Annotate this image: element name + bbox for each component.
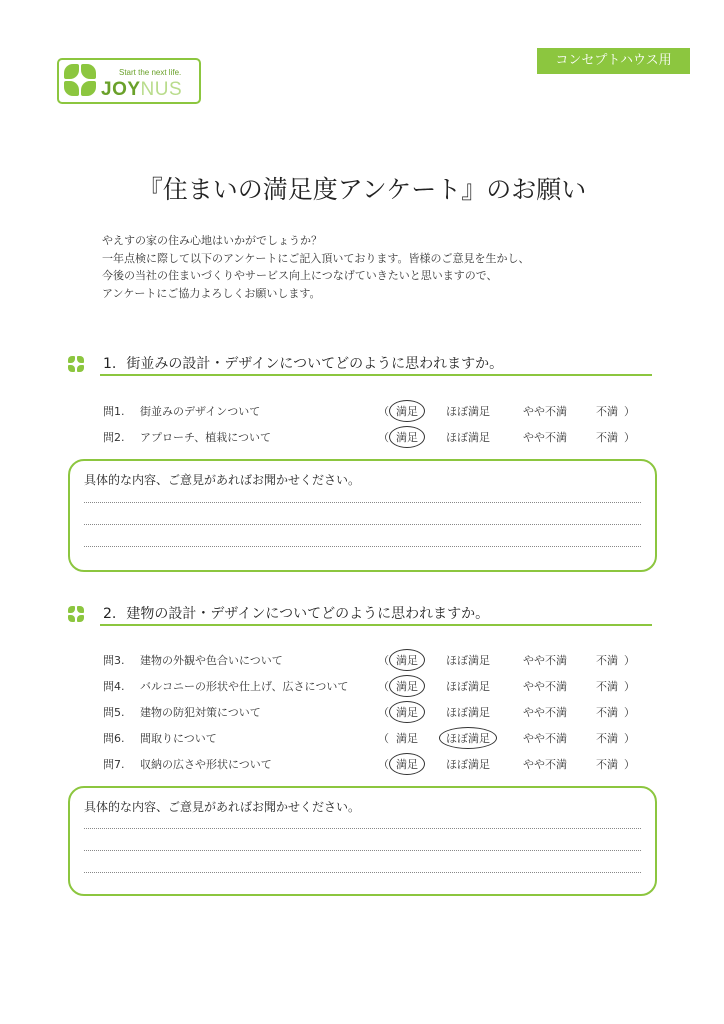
paren-open: （ <box>378 732 389 745</box>
question-text: 間取りについて <box>140 732 217 745</box>
writing-line <box>84 872 641 873</box>
question-number: 問5. <box>103 706 125 719</box>
question-number: 問7. <box>103 758 125 771</box>
comment-label: 具体的な内容、ご意見があればお聞かせください。 <box>84 473 361 487</box>
section-leaf-icon <box>68 365 75 372</box>
rating-option-selected[interactable] <box>377 678 437 694</box>
logo-tagline: Start the next life. <box>119 68 182 77</box>
section-heading <box>103 603 489 623</box>
rating-option-label: 満足 <box>389 753 425 775</box>
question-number: 問3. <box>103 654 125 667</box>
rating-option-label: ほぼ満足 <box>439 727 497 749</box>
rating-option-label: やや不満 <box>523 706 567 719</box>
question-text: 収納の広さや形状について <box>140 758 272 771</box>
section-leaf-icon <box>77 365 84 372</box>
rating-option-selected[interactable] <box>377 429 437 445</box>
rating-option-selected[interactable] <box>377 652 437 668</box>
section-leaf-icon <box>77 606 84 613</box>
paren-open: （ <box>378 431 389 444</box>
section-title: 建物の設計・デザインについてどのように思われますか。 <box>126 606 490 622</box>
paren-open: （ <box>378 405 389 418</box>
rating-option[interactable] <box>438 403 498 419</box>
intro-line: 一年点検に際して以下のアンケートにご記入頂いております。皆様のご意見を生かし、 <box>102 251 530 265</box>
intro-text <box>102 232 622 302</box>
comment-label: 具体的な内容、ご意見があればお聞かせください。 <box>84 800 361 814</box>
logo-leaf-icon <box>81 64 96 79</box>
rating-option-label: ほぼ満足 <box>446 758 490 771</box>
intro-line: やえすの家の住み心地はいかがでしょうか？ <box>102 234 322 247</box>
rating-option[interactable] <box>438 652 498 668</box>
rating-option-label: ほぼ満足 <box>446 654 490 667</box>
question-text: アプローチ、植栽について <box>140 431 272 444</box>
question-text: バルコニーの形状や仕上げ、広さについて <box>140 680 349 693</box>
intro-line: 今後の当社の住まいづくりやサービス向上につなげていきたいと思いますので、 <box>102 269 498 282</box>
paren-open: （ <box>378 680 389 693</box>
rating-option-label: ほぼ満足 <box>446 680 490 693</box>
rating-option-label: 不満 <box>596 680 618 693</box>
writing-line <box>84 546 641 547</box>
logo-word-joy: JOY <box>101 79 141 100</box>
section-leaf-icon <box>77 356 84 363</box>
company-logo <box>57 58 201 104</box>
rating-option-label: 満足 <box>389 675 425 697</box>
rating-option-label: 不満 <box>596 654 618 667</box>
rating-option-label: 不満 <box>596 431 618 444</box>
section-leaf-icon <box>77 615 84 622</box>
paren-close: ） <box>624 732 635 745</box>
intro-line: アンケートにご協力よろしくお願いします。 <box>102 286 321 300</box>
rating-option[interactable] <box>515 756 575 772</box>
logo-leaf-icon <box>64 81 79 96</box>
section-leaf-icon <box>68 615 75 622</box>
logo-leaf-icon <box>81 81 96 96</box>
section-rule <box>100 624 652 626</box>
rating-option[interactable] <box>515 403 575 419</box>
paren-open: （ <box>378 654 389 667</box>
rating-option-label: 満足 <box>389 649 425 671</box>
writing-line <box>84 828 641 829</box>
section-leaf-icon <box>68 606 75 613</box>
rating-option-label: やや不満 <box>523 654 567 667</box>
question-text: 建物の防犯対策について <box>140 706 261 719</box>
question-text: 建物の外観や色合いについて <box>140 654 283 667</box>
paren-close: ） <box>624 405 635 418</box>
paren-open: （ <box>378 758 389 771</box>
rating-option[interactable] <box>515 652 575 668</box>
rating-option[interactable] <box>438 756 498 772</box>
rating-option-label: 不満 <box>596 758 618 771</box>
paren-close: ） <box>624 680 635 693</box>
rating-option[interactable] <box>438 678 498 694</box>
section-number: 1. <box>103 356 117 372</box>
question-number: 問6. <box>103 732 125 745</box>
rating-option-selected[interactable] <box>377 756 437 772</box>
rating-option[interactable] <box>377 730 437 746</box>
rating-option-label: 満足 <box>389 426 425 448</box>
question-number: 問2. <box>103 431 125 444</box>
rating-option-selected[interactable] <box>377 403 437 419</box>
section-number: 2. <box>103 606 117 622</box>
paren-close: ） <box>624 758 635 771</box>
rating-option-label: 満足 <box>396 732 418 745</box>
rating-option-label: 不満 <box>596 405 618 418</box>
rating-option-label: 満足 <box>389 701 425 723</box>
rating-option[interactable] <box>438 704 498 720</box>
rating-option-selected[interactable] <box>377 704 437 720</box>
writing-line <box>84 850 641 851</box>
rating-option-label: やや不満 <box>523 758 567 771</box>
rating-option-label: 不満 <box>596 706 618 719</box>
logo-wordmark <box>101 79 182 101</box>
paren-open: （ <box>378 706 389 719</box>
question-text: 街並みのデザインついて <box>140 405 261 418</box>
logo-word-nus: NUS <box>140 79 183 100</box>
rating-option-label: ほぼ満足 <box>446 431 490 444</box>
writing-line <box>84 502 641 503</box>
rating-option-label: ほぼ満足 <box>446 405 490 418</box>
rating-option[interactable] <box>438 429 498 445</box>
paren-close: ） <box>624 654 635 667</box>
rating-option[interactable] <box>515 678 575 694</box>
rating-option-label: やや不満 <box>523 680 567 693</box>
writing-line <box>84 524 641 525</box>
question-number: 問1. <box>103 405 125 418</box>
question-number: 問4. <box>103 680 125 693</box>
rating-option-label: ほぼ満足 <box>446 706 490 719</box>
section-leaf-icon <box>68 356 75 363</box>
paren-close: ） <box>624 431 635 444</box>
rating-option-selected[interactable] <box>438 730 498 746</box>
rating-option-label: 不満 <box>596 732 618 745</box>
rating-option[interactable] <box>515 704 575 720</box>
comment-box-2[interactable] <box>68 786 657 896</box>
rating-option-label: やや不満 <box>523 431 567 444</box>
paren-close: ） <box>624 706 635 719</box>
section-heading <box>103 353 503 373</box>
logo-leaf-icon <box>64 64 79 79</box>
rating-option-label: 満足 <box>389 400 425 422</box>
comment-box-1[interactable] <box>68 459 657 572</box>
rating-option[interactable] <box>515 429 575 445</box>
rating-option[interactable] <box>515 730 575 746</box>
page-title: 『住まいの満足度アンケート』のお願い <box>137 175 587 204</box>
rating-option-label: やや不満 <box>523 405 567 418</box>
section-title: 街並みの設計・デザインについてどのように思われますか。 <box>126 356 504 372</box>
usage-badge: コンセプトハウス用 <box>537 48 690 74</box>
section-rule <box>100 374 652 376</box>
rating-option-label: やや不満 <box>523 732 567 745</box>
